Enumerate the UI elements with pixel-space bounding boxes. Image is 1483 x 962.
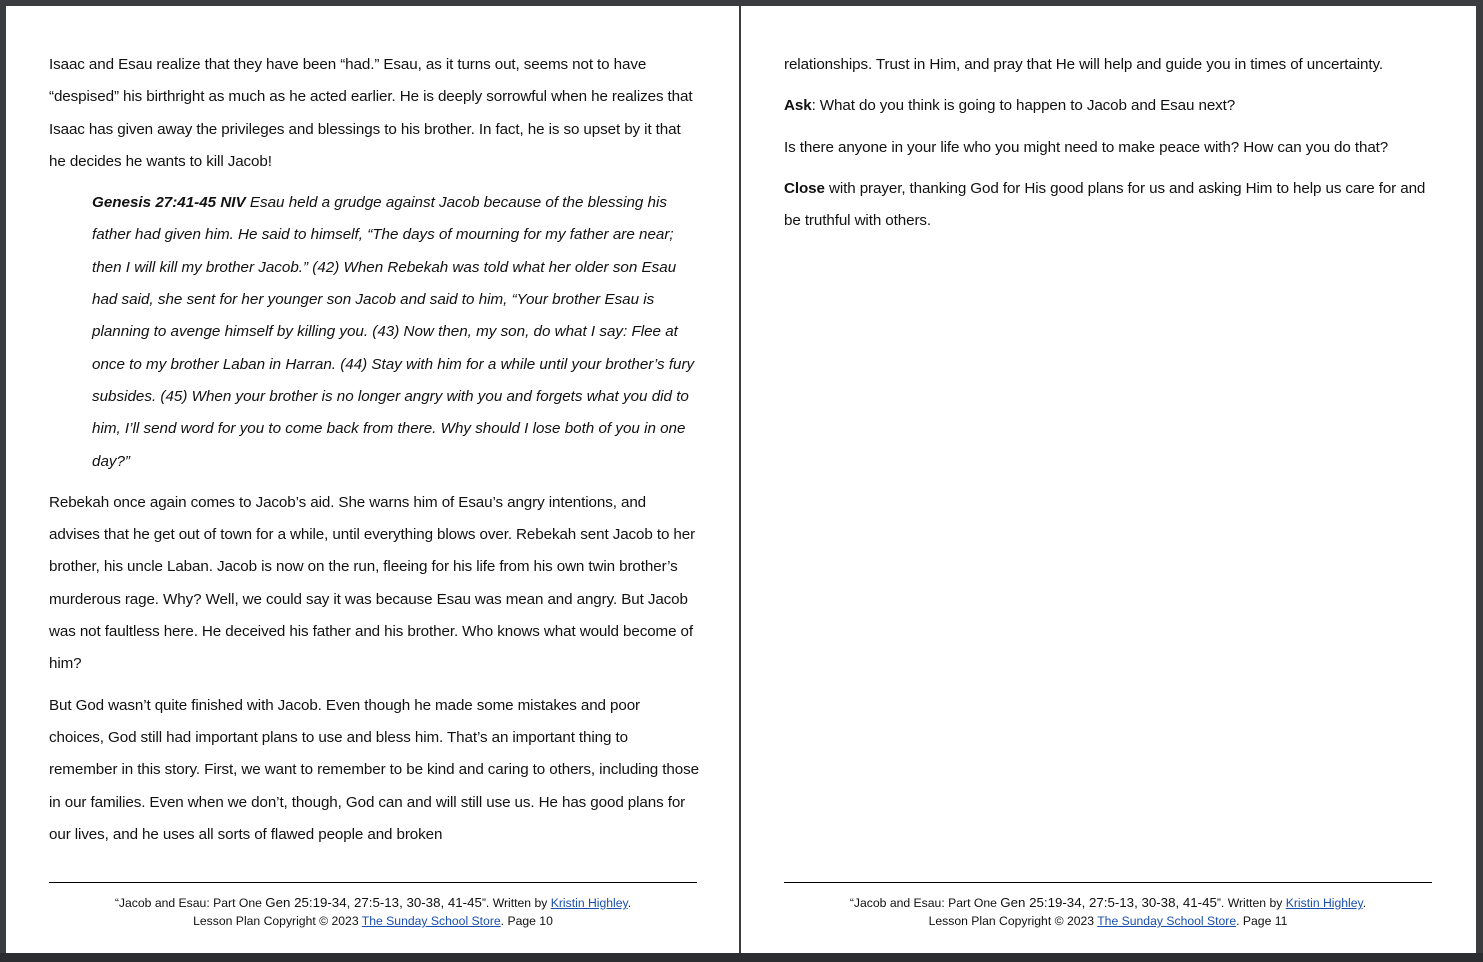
page-footer (784, 894, 1432, 930)
footer-line-1 (784, 894, 1432, 912)
scripture-reference: Genesis 27:41-45 NIV (92, 194, 246, 212)
paragraph: Rebekah once again comes to Jacob’s aid. She warns him of Esau’s angry intentions, and advises that he get out of town for a while, until everything blows over. Rebekah sent Jacob to her brother, his uncle Laban. Jacob is now on the run, fleeing for his life from his own twin brother’s murderous rage. Why? Well, we could say it was because Esau was mean and angry. But Jacob was not faultless here. He deceived his father and his brother. Who knows what would become of him? (49, 493, 696, 673)
footer-period: . (627, 896, 632, 910)
scripture-quote (92, 187, 699, 478)
page-footer (49, 894, 697, 930)
footer-copyright: Lesson Plan Copyright © 2023 (193, 914, 362, 928)
store-link[interactable]: The Sunday School Store (361, 914, 501, 928)
viewer-bottom-edge (0, 953, 1483, 962)
author-link[interactable]: Kristin Highley (1285, 896, 1363, 910)
footer-title: “Jacob and Esau: Part One (849, 896, 1001, 910)
close-paragraph (784, 173, 1434, 238)
footer-copyright: Lesson Plan Copyright © 2023 (928, 914, 1098, 928)
ask-label: Ask (784, 97, 812, 115)
footer-reference: Gen 25:19-34, 27:5-13, 30-38, 41-45 (1000, 895, 1217, 910)
footer-line-2 (49, 912, 697, 930)
page-11 (741, 6, 1476, 953)
page-body (49, 49, 699, 860)
close-label: Close (784, 179, 825, 197)
footer-written-by: ”. Written by (1216, 896, 1286, 910)
footer-divider (784, 882, 1432, 883)
page-10 (6, 6, 739, 953)
ask-paragraph (784, 90, 1434, 122)
scripture-text: Esau held a grudge against Jacob because of the blessing his father had given him. He said to himself, “The days of mourning for my father are near; then I will kill my brother Jacob.” (42) When Rebekah was told what her older son Esau had said, she sent for her younger son Jacob and said to him, “Your brother Esau is planning to avenge himself by killing you. (43) Now then, my son, do what I say: Flee at once to my brother Laban in Harran. (44) Stay with him for a while until your brother’s fury subsides. (45) When your brother is no longer angry with you and forgets what you did to him, I’ll send word for you to come back from there. Why should I lose both of you in one day?” (92, 194, 695, 470)
footer-title: “Jacob and Esau: Part One (114, 896, 266, 910)
paragraph: Is there anyone in your life who you might need to make peace with? How can you do that? (784, 138, 1389, 156)
footer-written-by: ”. Written by (481, 896, 551, 910)
footer-line-1 (49, 894, 697, 912)
paragraph: Isaac and Esau realize that they have been “had.” Esau, as it turns out, seems not to have “despised” his birthright as much as he acted earlier. He is deeply sorrowful when he realizes that Isaac has given away the privileges and blessings to his brother. In fact, he is so upset by it that he decides he wants to kill Jacob! (49, 56, 693, 170)
author-link[interactable]: Kristin Highley (550, 896, 628, 910)
page-number: . Page 11 (1236, 914, 1288, 928)
close-text: with prayer, thanking God for His good plans for us and asking Him to help us care for and be truthful with others. (784, 179, 1426, 230)
ask-text: : What do you think is going to happen to Jacob and Esau next? (811, 97, 1236, 115)
store-link[interactable]: The Sunday School Store (1097, 914, 1237, 928)
page-body (784, 49, 1434, 246)
page-number: . Page 10 (500, 914, 553, 928)
footer-reference: Gen 25:19-34, 27:5-13, 30-38, 41-45 (265, 895, 482, 910)
footer-line-2 (784, 912, 1432, 930)
paragraph: relationships. Trust in Him, and pray that He will help and guide you in times of uncertainty. (784, 56, 1383, 73)
footer-divider (49, 882, 697, 883)
paragraph: But God wasn’t quite finished with Jacob. Even though he made some mistakes and poor choices, God still had important plans to use and bless him. That’s an important thing to remember in this story. First, we want to remember to be kind and caring to others, including those in our families. Even when we don’t, though, God can and will still use us. He has good plans for our lives, and he uses all sorts of flawed people and broken (49, 696, 699, 843)
footer-period: . (1362, 896, 1367, 910)
